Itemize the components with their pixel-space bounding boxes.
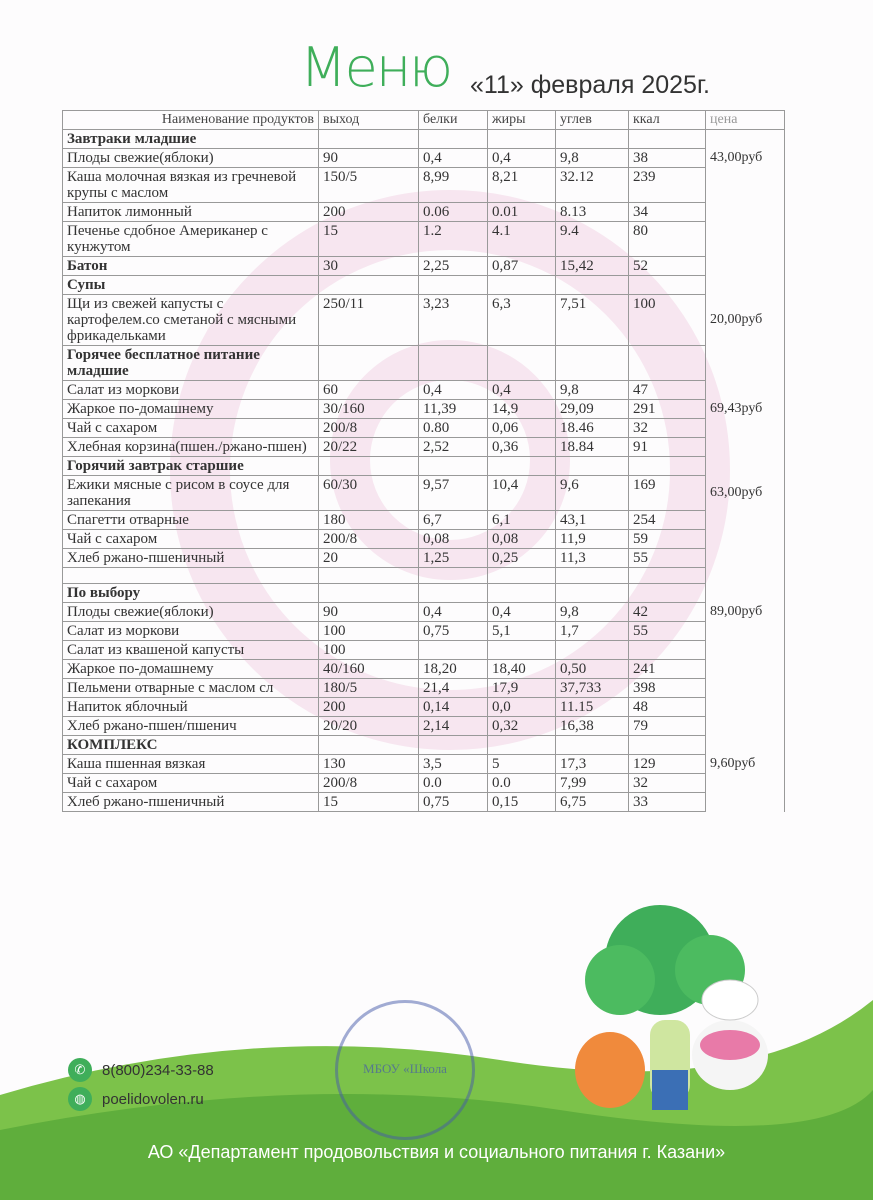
kcal-cell: 48 [629,698,706,717]
output-cell: 150/5 [319,168,419,203]
website-link[interactable]: poelidovolen.ru [102,1090,204,1108]
section-row [63,584,785,603]
kcal-cell [629,641,706,660]
price-cell: 20,00руб [706,295,785,346]
table-row [63,717,785,736]
item-name [63,568,319,584]
fat-cell: 0,0 [488,698,556,717]
item-name: Плоды свежие(яблоки) [63,603,319,622]
protein-cell [419,736,488,755]
price-cell [706,168,785,203]
price-cell [706,419,785,438]
kcal-cell: 169 [629,476,706,511]
kcal-cell: 239 [629,168,706,203]
output-cell: 30/160 [319,400,419,419]
vegetable-mascots-illustration [560,900,790,1130]
carbs-cell: 15,42 [556,257,629,276]
fat-cell [488,130,556,149]
kcal-cell: 47 [629,381,706,400]
table-row [63,203,785,222]
phone-number: 8(800)234-33-88 [102,1061,214,1079]
output-cell: 20 [319,549,419,568]
output-cell: 200/8 [319,419,419,438]
protein-cell: 0.06 [419,203,488,222]
section-row [63,736,785,755]
carbs-cell: 11,9 [556,530,629,549]
output-cell: 200 [319,203,419,222]
price-cell: 69,43руб [706,400,785,419]
fat-cell: 8,21 [488,168,556,203]
kcal-cell [629,130,706,149]
price-cell [706,698,785,717]
official-stamp [335,1000,475,1140]
fat-cell: 5 [488,755,556,774]
protein-cell [419,568,488,584]
protein-cell: 0,75 [419,622,488,641]
carbs-cell: 11,3 [556,549,629,568]
kcal-cell [629,276,706,295]
kcal-cell: 33 [629,793,706,812]
price-cell: 43,00руб [706,149,785,168]
fat-cell [488,346,556,381]
price-cell [706,584,785,603]
fat-cell [488,276,556,295]
kcal-cell: 398 [629,679,706,698]
table-row [63,381,785,400]
carbs-cell [556,130,629,149]
col-out: выход [319,111,419,130]
fat-cell: 6,1 [488,511,556,530]
item-name: Пельмени отварные с маслом сл [63,679,319,698]
fat-cell: 5,1 [488,622,556,641]
price-cell [706,530,785,549]
output-cell [319,346,419,381]
kcal-cell: 100 [629,295,706,346]
table-row [63,438,785,457]
kcal-cell: 291 [629,400,706,419]
fat-cell [488,736,556,755]
item-name: Напиток яблочный [63,698,319,717]
table-row [63,660,785,679]
fat-cell: 0,4 [488,381,556,400]
output-cell [319,568,419,584]
kcal-cell [629,457,706,476]
output-cell [319,457,419,476]
fat-cell: 0,25 [488,549,556,568]
item-name: Чай с сахаром [63,774,319,793]
fat-cell: 18,40 [488,660,556,679]
protein-cell: 2,52 [419,438,488,457]
protein-cell: 0,14 [419,698,488,717]
protein-cell: 1.2 [419,222,488,257]
protein-cell: 0.0 [419,774,488,793]
output-cell: 130 [319,755,419,774]
item-name: Напиток лимонный [63,203,319,222]
table-row [63,222,785,257]
protein-cell [419,457,488,476]
carbs-cell: 7,99 [556,774,629,793]
price-cell [706,641,785,660]
fat-cell: 10,4 [488,476,556,511]
carbs-cell: 9,8 [556,381,629,400]
table-row [63,774,785,793]
phone-contact [68,1058,214,1082]
website-contact [68,1087,204,1111]
price-cell [706,736,785,755]
col-name: Наименование продуктов [63,111,319,130]
kcal-cell [629,584,706,603]
kcal-cell: 55 [629,622,706,641]
kcal-cell: 38 [629,149,706,168]
protein-cell: 0,75 [419,793,488,812]
price-cell [706,511,785,530]
output-cell: 180/5 [319,679,419,698]
protein-cell: 21,4 [419,679,488,698]
carbs-cell: 8.13 [556,203,629,222]
output-cell: 90 [319,603,419,622]
carbs-cell: 18.46 [556,419,629,438]
kcal-cell: 52 [629,257,706,276]
protein-cell [419,584,488,603]
item-name: Печенье сдобное Американер с кунжутом [63,222,319,257]
fat-cell: 0.01 [488,203,556,222]
item-name: Плоды свежие(яблоки) [63,149,319,168]
price-cell: 89,00руб [706,603,785,622]
output-cell: 250/11 [319,295,419,346]
item-name: Жаркое по-домашнему [63,660,319,679]
fat-cell: 0.0 [488,774,556,793]
col-price: цена [706,111,785,130]
item-name: Ежики мясные с рисом в соусе для запекания [63,476,319,511]
price-cell [706,457,785,476]
menu-table [62,110,785,812]
table-row [63,603,785,622]
item-name: Хлеб ржано-пшеничный [63,549,319,568]
section-row [63,257,785,276]
protein-cell: 3,5 [419,755,488,774]
price-cell [706,130,785,149]
table-row [63,641,785,660]
table-row [63,419,785,438]
section-row [63,346,785,381]
output-cell: 20/22 [319,438,419,457]
item-name: Супы [63,276,319,295]
carbs-cell: 43,1 [556,511,629,530]
table-row [63,168,785,203]
organization-name: АО «Департамент продовольствия и социального питания г. Казани» [147,1142,726,1162]
carbs-cell: 11.15 [556,698,629,717]
price-cell: 9,60руб [706,755,785,774]
protein-cell [419,130,488,149]
kcal-cell: 254 [629,511,706,530]
output-cell: 200/8 [319,530,419,549]
table-row [63,149,785,168]
col-carbs: углев [556,111,629,130]
output-cell: 30 [319,257,419,276]
carbs-cell: 17,3 [556,755,629,774]
menu-date: «11» февраля 2025г. [470,71,710,99]
carbs-cell [556,276,629,295]
table-row [63,400,785,419]
protein-cell: 0,4 [419,603,488,622]
menu-title: Меню [300,36,451,99]
item-name: КОМПЛЕКС [63,736,319,755]
fat-cell: 0,36 [488,438,556,457]
protein-cell: 0,4 [419,381,488,400]
item-name: Горячее бесплатное питание младшие [63,346,319,381]
table-header [63,111,785,130]
kcal-cell: 129 [629,755,706,774]
col-protein: белки [419,111,488,130]
carbs-cell: 1,7 [556,622,629,641]
carbs-cell: 9.4 [556,222,629,257]
price-cell [706,568,785,584]
section-row [63,457,785,476]
item-name: Завтраки младшие [63,130,319,149]
carbs-cell [556,584,629,603]
price-cell [706,381,785,400]
item-name: Каша молочная вязкая из гречневой крупы с маслом [63,168,319,203]
price-cell [706,793,785,812]
section-row [63,130,785,149]
output-cell: 60/30 [319,476,419,511]
price-cell [706,774,785,793]
phone-icon: ✆ [68,1058,92,1082]
price-cell [706,660,785,679]
output-cell: 200 [319,698,419,717]
output-cell: 180 [319,511,419,530]
price-cell [706,257,785,276]
section-row [63,276,785,295]
output-cell: 20/20 [319,717,419,736]
output-cell [319,584,419,603]
table-row [63,622,785,641]
carbs-cell [556,736,629,755]
output-cell: 40/160 [319,660,419,679]
table-row [63,295,785,346]
item-name: Каша пшенная вязкая [63,755,319,774]
protein-cell [419,276,488,295]
col-fat: жиры [488,111,556,130]
fat-cell: 4.1 [488,222,556,257]
table-row [63,476,785,511]
stamp-text: МБОУ «Школа [363,1061,447,1076]
carbs-cell [556,346,629,381]
output-cell: 60 [319,381,419,400]
item-name: Спагетти отварные [63,511,319,530]
item-name: По выбору [63,584,319,603]
protein-cell: 2,25 [419,257,488,276]
carbs-cell [556,457,629,476]
carbs-cell: 0,50 [556,660,629,679]
fat-cell: 0,4 [488,149,556,168]
kcal-cell: 241 [629,660,706,679]
protein-cell: 8,99 [419,168,488,203]
price-cell: 63,00руб [706,476,785,511]
output-cell: 200/8 [319,774,419,793]
col-kcal: ккал [629,111,706,130]
kcal-cell: 59 [629,530,706,549]
kcal-cell [629,346,706,381]
kcal-cell: 91 [629,438,706,457]
kcal-cell: 79 [629,717,706,736]
carbs-cell: 18.84 [556,438,629,457]
carbs-cell: 9,8 [556,149,629,168]
fat-cell: 0,4 [488,603,556,622]
kcal-cell [629,736,706,755]
carbs-cell: 29,09 [556,400,629,419]
protein-cell: 6,7 [419,511,488,530]
kcal-cell [629,568,706,584]
protein-cell: 11,39 [419,400,488,419]
protein-cell: 0,08 [419,530,488,549]
price-cell [706,276,785,295]
item-name: Салат из квашеной капусты [63,641,319,660]
item-name: Хлеб ржано-пшен/пшенич [63,717,319,736]
output-cell: 100 [319,641,419,660]
carbs-cell: 9,6 [556,476,629,511]
table-row [63,511,785,530]
item-name: Жаркое по-домашнему [63,400,319,419]
kcal-cell: 42 [629,603,706,622]
item-name: Хлебная корзина(пшен./ржано-пшен) [63,438,319,457]
carbs-cell: 6,75 [556,793,629,812]
output-cell: 15 [319,222,419,257]
protein-cell [419,641,488,660]
price-cell [706,346,785,381]
table-row [63,793,785,812]
carbs-cell: 32.12 [556,168,629,203]
output-cell [319,276,419,295]
protein-cell [419,346,488,381]
fat-cell [488,584,556,603]
price-cell [706,679,785,698]
table-row [63,698,785,717]
item-name: Чай с сахаром [63,419,319,438]
output-cell [319,736,419,755]
fat-cell: 0,06 [488,419,556,438]
fat-cell: 0,08 [488,530,556,549]
globe-icon: ◍ [68,1087,92,1111]
kcal-cell: 80 [629,222,706,257]
item-name: Салат из моркови [63,622,319,641]
fat-cell: 6,3 [488,295,556,346]
kcal-cell: 32 [629,419,706,438]
item-name: Чай с сахаром [63,530,319,549]
price-cell [706,622,785,641]
table-row [63,549,785,568]
protein-cell: 18,20 [419,660,488,679]
protein-cell: 0,4 [419,149,488,168]
carbs-cell: 9,8 [556,603,629,622]
table-row [63,568,785,584]
carbs-cell: 37,733 [556,679,629,698]
price-cell [706,549,785,568]
output-cell: 90 [319,149,419,168]
carbs-cell [556,641,629,660]
item-name: Щи из свежей капусты с картофелем.со сметаной с мясными фрикадельками [63,295,319,346]
fat-cell [488,457,556,476]
carbs-cell: 16,38 [556,717,629,736]
output-cell: 100 [319,622,419,641]
price-cell [706,222,785,257]
price-cell [706,717,785,736]
fat-cell [488,641,556,660]
output-cell: 15 [319,793,419,812]
protein-cell: 9,57 [419,476,488,511]
fat-cell [488,568,556,584]
protein-cell: 1,25 [419,549,488,568]
carbs-cell: 7,51 [556,295,629,346]
item-name: Батон [63,257,319,276]
table-row [63,530,785,549]
price-cell [706,438,785,457]
fat-cell: 0,32 [488,717,556,736]
price-cell [706,203,785,222]
kcal-cell: 55 [629,549,706,568]
fat-cell: 17,9 [488,679,556,698]
protein-cell: 0.80 [419,419,488,438]
output-cell [319,130,419,149]
item-name: Салат из моркови [63,381,319,400]
item-name: Хлеб ржано-пшеничный [63,793,319,812]
protein-cell: 2,14 [419,717,488,736]
fat-cell: 0,15 [488,793,556,812]
kcal-cell: 34 [629,203,706,222]
fat-cell: 0,87 [488,257,556,276]
item-name: Горячий завтрак старшие [63,457,319,476]
fat-cell: 14,9 [488,400,556,419]
kcal-cell: 32 [629,774,706,793]
table-row [63,755,785,774]
table-row [63,679,785,698]
carbs-cell [556,568,629,584]
protein-cell: 3,23 [419,295,488,346]
